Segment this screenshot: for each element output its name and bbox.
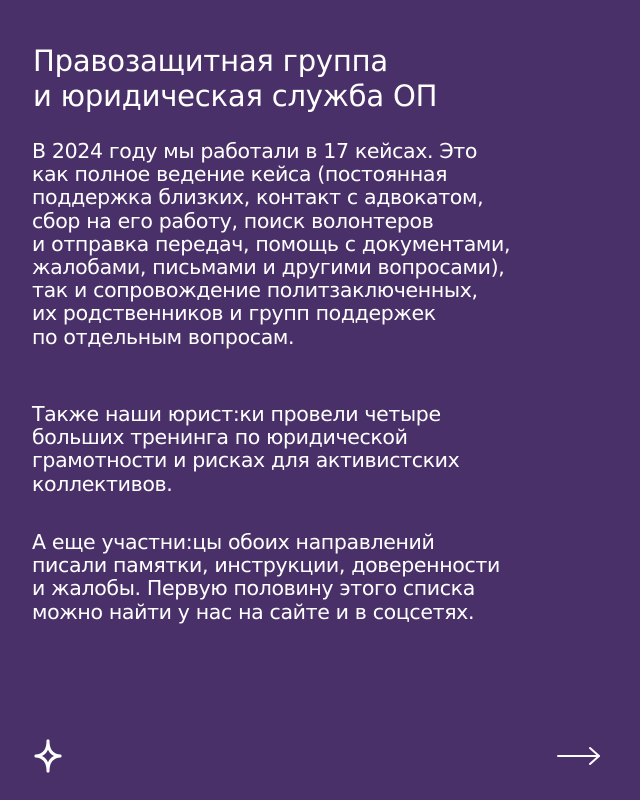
text-line: их родственников и групп поддержек: [32, 301, 436, 326]
text-line: писали памятки, инструкции, доверенности: [32, 553, 500, 578]
text-line: больших тренинга по юридической: [32, 425, 408, 450]
text-line: В 2024 году мы работали в 17 кейсах. Это: [32, 139, 478, 163]
text-line: так и сопровождение политзаключенных,: [32, 278, 478, 303]
title-line: и юридическая служба ОП: [33, 79, 438, 113]
title-line: Правозащитная группа: [33, 44, 388, 78]
text-line: жалобами, письмами и другими вопросами),: [32, 255, 505, 280]
text-line: и отправка передач, помощь с документами,: [32, 231, 511, 256]
text-line: грамотности и рисках для активистских: [32, 448, 460, 473]
sparkle-star-icon: [30, 738, 66, 774]
text-line: и жалобы. Первую половину этого списка: [32, 576, 475, 601]
page-title: [33, 44, 613, 114]
arrow-right-icon[interactable]: [556, 744, 602, 768]
text-line: А еще участни:цы обоих направлений: [32, 530, 435, 554]
paragraph-trainings: [32, 403, 622, 496]
text-line: по отдельным вопросам.: [32, 324, 295, 349]
text-line: сбор на его работу, поиск волонтеров: [32, 208, 434, 233]
text-line: как полное ведение кейса (постоянная: [32, 162, 448, 187]
text-line: можно найти у нас на сайте и в соцсетях.: [32, 599, 475, 624]
text-line: Также наши юрист:ки провели четыре: [32, 402, 441, 426]
paragraph-materials: [32, 531, 622, 624]
text-line: коллективов.: [32, 471, 173, 496]
paragraph-cases: [32, 140, 622, 349]
text-line: поддержка близких, контакт с адвокатом,: [32, 185, 484, 210]
